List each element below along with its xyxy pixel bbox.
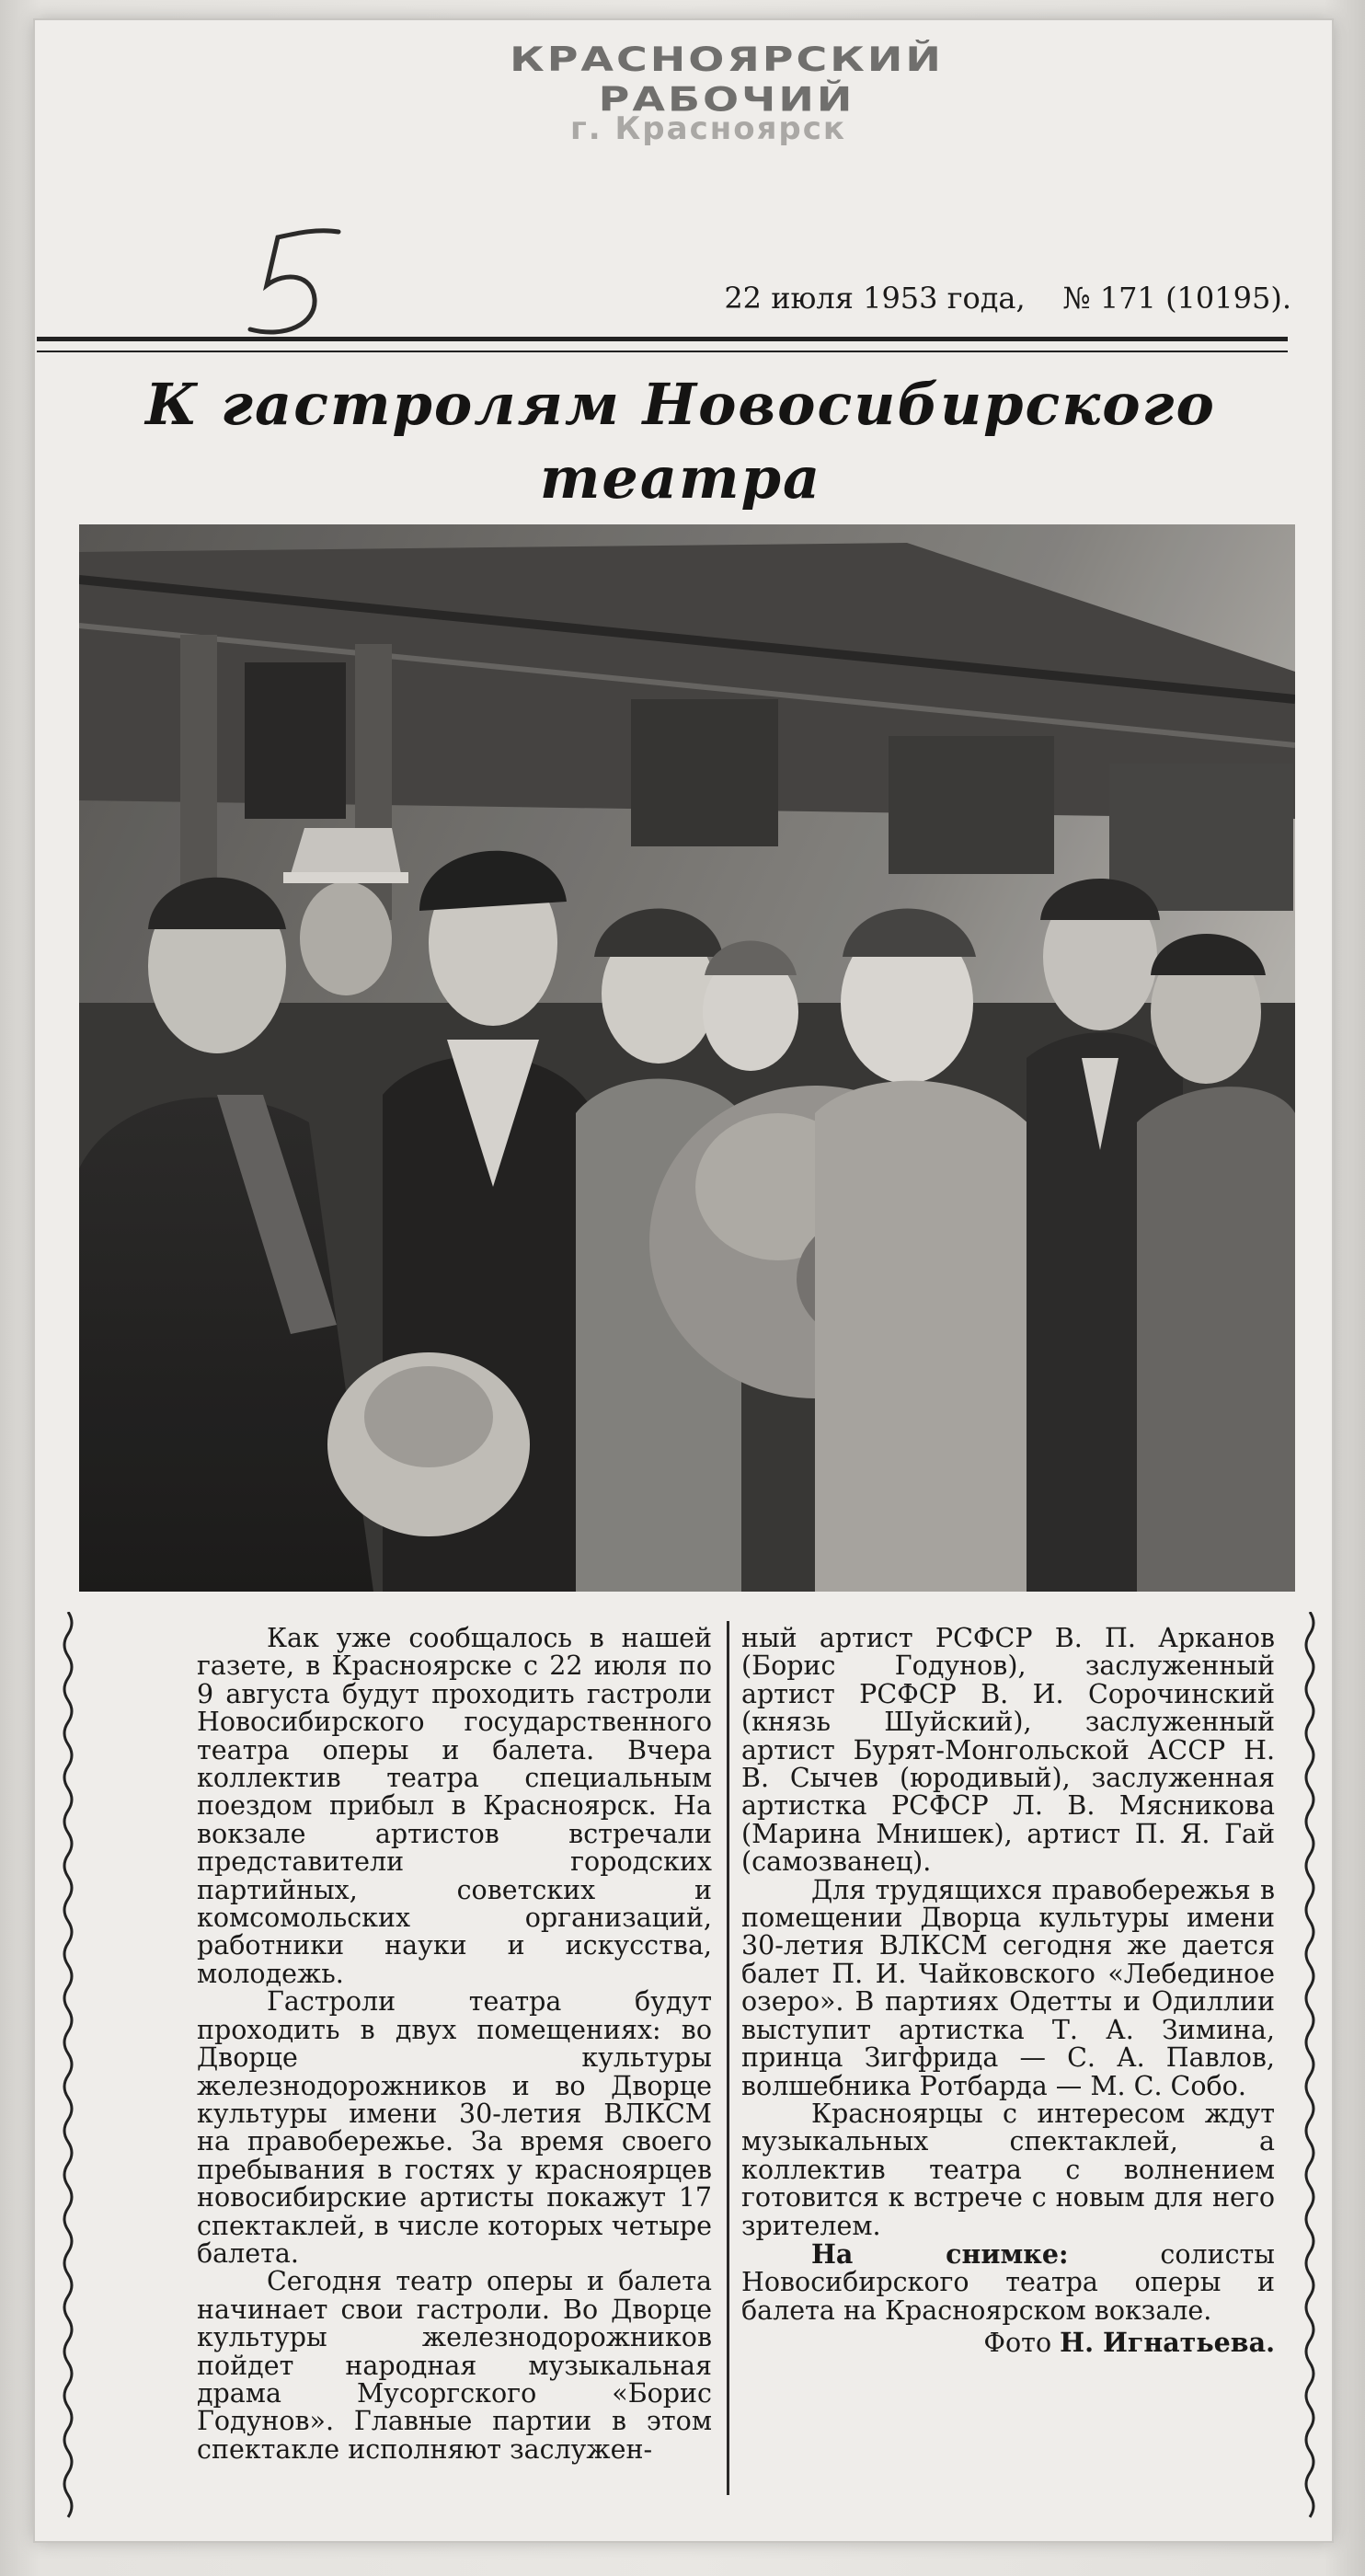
article-paragraph: Сегодня театр оперы и балета начинает свои гастроли. Во Дворце культуры железнодорожников пойдет народная музыкальная драма Мусоргского «Борис Годунов». Главные партии в этом спектакле исполняют заслужен-	[197, 2266, 712, 2465]
credit-label: Фото	[983, 2328, 1052, 2359]
dateline	[724, 281, 1291, 316]
issue-date: 22 июля 1953 года,	[724, 281, 1026, 316]
handwritten-five-mark	[230, 221, 350, 350]
issue-number: № 171 (10195).	[1062, 281, 1291, 316]
column-divider	[727, 1621, 729, 2495]
masthead-rule	[37, 337, 1288, 352]
photo-caption	[741, 2237, 1275, 2326]
handwritten-page-number	[230, 221, 350, 350]
article-column-right	[741, 1625, 1275, 2358]
article-paragraph: ный артист РСФСР В. П. Арканов (Борис Годунов), заслуженный артист РСФСР В. И. Сорочинский (князь Шуйский), заслуженный артист Бурят-Монгольской АССР Н. В. Сычев (юродивый), заслуженная артистка РСФСР Л. В. Мясникова (Марина Мнишек), артист П. Я. Гай (самозванец).	[741, 1623, 1275, 1878]
article-paragraph: Для трудящихся правобережья в помещении Дворца культуры имени 30-летия ВЛКСМ сегодня же дается балет П. И. Чайковского «Лебединое озеро». В партиях Одетты и Одиллии выступит артистка Т. А. Зимина, принца Зигфрида — С. А. Павлов, волшебника Ротбарда — М. С. Собо.	[741, 1874, 1275, 2101]
article-body-frame	[59, 1612, 1319, 2523]
article-column-left	[197, 1625, 712, 2464]
left-wavy-border	[59, 1612, 77, 2523]
article-paragraph: Гастроли театра будут проходить в двух помещениях: во Дворце культуры железнодорожников и во Дворце культуры имени 30-летия ВЛКСМ на правобережье. За время своего пребывания в гостях у красноярцев новосибирские артисты покажут 17 спектаклей, в числе которых четыре балета.	[197, 1986, 712, 2269]
caption-text: солисты Новосибирского театра оперы и балета на Красноярском вокзале.	[741, 2238, 1275, 2326]
article-paragraph: Красноярцы с интересом ждут музыкальных спектаклей, а коллектив театра с волнением готовится к встрече с новым для него зрителем.	[741, 2098, 1275, 2241]
credit-name: Н. Игнатьева.	[1060, 2327, 1275, 2359]
headline-line-1: К гастролям Новосибирского театра	[145, 371, 1216, 512]
caption-label: На снимке:	[811, 2237, 1069, 2270]
station-photo-illustration	[79, 524, 1295, 1592]
right-wavy-border	[1301, 1612, 1319, 2523]
newspaper-stamp: КРАСНОЯРСКИЙ РАБОЧИЙ	[510, 39, 944, 120]
article-paragraph: Как уже сообщалось в нашей газете, в Красноярске с 22 июля по 9 августа будут проходить гастроли Новосибирского государственного театра оперы и балета. Вчера коллектив театра специальным поездом прибыл в Красноярск. На вокзале артистов встречали представители городских партийных, советских и комсомольских организаций, работники науки и искусства, молодежь.	[197, 1623, 712, 1989]
stamp-city: г. Красноярск	[570, 110, 846, 147]
photo-credit	[741, 2329, 1275, 2357]
article-photo	[79, 524, 1295, 1592]
